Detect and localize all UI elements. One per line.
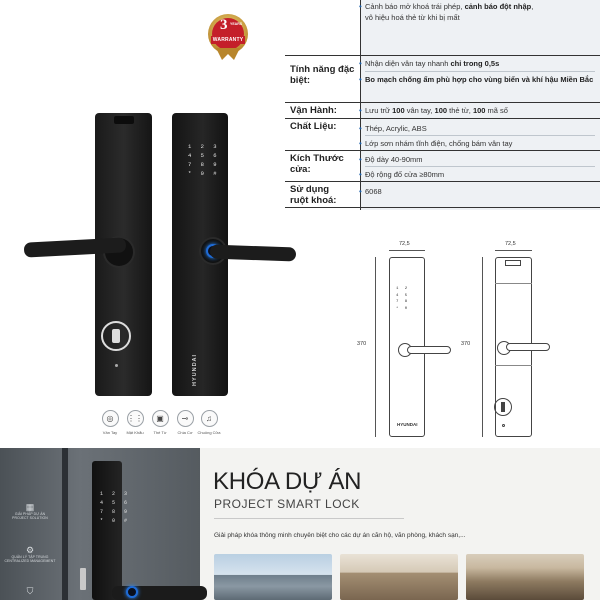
feature-card: [147, 410, 173, 435]
key-icon: ⊸: [177, 410, 194, 427]
banner-description: Giải pháp khóa thông minh chuyên biệt cho các dự án căn hộ, văn phòng, khách sạn,...: [214, 532, 466, 539]
thumb-turn-icon: [101, 321, 131, 351]
drawing-height-back: 370: [461, 341, 471, 347]
spec-table: [285, 0, 600, 210]
banner-divider: [214, 518, 404, 519]
building-icon: ▦: [25, 502, 35, 512]
feature-label: Vân Tay: [102, 430, 118, 435]
lock-brand: HYUNDAI: [192, 353, 198, 386]
spec-material-value-1: • Thép, Acrylic, ABS: [365, 123, 595, 134]
warranty-years-unit: YEARS: [230, 22, 243, 26]
spec-operation-key: Vận Hành:: [290, 105, 337, 116]
lock-outer-handle: [210, 245, 296, 262]
feature-label: Chuông Cửa: [197, 430, 221, 435]
bell-icon: ♫: [201, 410, 218, 427]
spec-cylinder-key: Sử dụng ruột khoá:: [290, 184, 337, 206]
lock-inner-slot: [114, 116, 134, 124]
spec-material-key: Chất Liệu:: [290, 121, 337, 132]
lock-inner-keyhole: [115, 364, 118, 367]
banner-thumb-buildings[interactable]: [214, 554, 332, 600]
product-page: 3 YEARS WARRANTY • Cảnh báo mở khoá trái phép, cảnh báo đột nhập, vô hiệu hoá thẻ từ khi bị mất Tính năng đặc biệt: • Nhận diện vân tay nhanh chỉ trong 0,5s • Bo mạch chống ẩm phù hợp cho vùng biển và khí hậu Miền Bắc Vận Hành: • Lưu trữ 100 vân tay, 100 thẻ từ, 100 mã số Chất Liệu: • Thép, Acrylic, ABS • Lớp sơn nhám tĩnh điện, chống bám vân tay Kích Thước cửa: • Độ dày 40-90mm • Độ rộng đố cửa ≥80mm Sử dụng ruột khoá: • 6068 1 2 3 4 5 6 7 8 9 * 0 # HYUNDAI ◎ Vân Tay ⋮⋮ Mật Khẩu ▣ Thẻ Từ ⊸ Chìa Cơ ♫ Chuông Cửa 72,5 72,5 370 370 1 2 4 5 7 8 * 0 HYUNDAI 1 2 3 4 5 6 7 8 9 * 0 # ▦ GIẢI PHÁP DỰ ÁN PROJECT SOLUTION ⚙ QUẢN LÝ TẬP TRUNG CENTRALIZED MANAGEMENT ⛉ KHÓA DỰ ÁN PROJECT SMART LOCK Giải pháp khóa thông minh chuyên biệt cho các dự án căn hộ, văn phòng, khách sạn,...: [0, 0, 600, 600]
banner-title: KHÓA DỰ ÁN: [213, 468, 362, 495]
card-icon: ▣: [152, 410, 169, 427]
spec-door-size-value-2: • Độ rộng đố cửa ≥80mm: [365, 169, 595, 180]
spec-door-size-value-1: • Độ dày 40-90mm: [365, 154, 595, 165]
spec-cylinder-value: • 6068: [365, 186, 595, 197]
banner-menu-management[interactable]: ⚙ QUẢN LÝ TẬP TRUNG CENTRALIZED MANAGEMENT: [4, 545, 56, 563]
banner-lock: [92, 461, 122, 600]
gear-icon: ⚙: [25, 545, 35, 555]
keypad-icon: ⋮⋮: [127, 410, 144, 427]
banner-thumb-hotel[interactable]: [466, 554, 584, 600]
banner-lock-keypad: 1 2 3 4 5 6 7 8 9 * 0 #: [100, 491, 131, 524]
banner-menu-security[interactable]: [4, 586, 56, 596]
spec-material-value-2: • Lớp sơn nhám tĩnh điện, chống bám vân tay: [365, 138, 595, 149]
drawing-height-front: 370: [357, 341, 367, 347]
warranty-years: 3: [220, 17, 228, 33]
spec-operation-value: • Lưu trữ 100 vân tay, 100 thẻ từ, 100 mã số: [365, 105, 595, 116]
feature-label: Thẻ Từ: [153, 430, 167, 435]
drawing-width-front: 72,5: [399, 241, 410, 247]
feature-doorbell: [196, 410, 222, 435]
feature-password: [122, 410, 148, 435]
banner-menu-project[interactable]: ▦ GIẢI PHÁP DỰ ÁN PROJECT SOLUTION: [4, 502, 56, 520]
spec-alert-value: • Cảnh báo mở khoá trái phép, cảnh báo đột nhập, vô hiệu hoá thẻ từ khi bị mất: [365, 1, 595, 23]
warranty-label: WARRANTY: [212, 37, 244, 43]
drawing-brand: HYUNDAI: [397, 422, 418, 427]
banner-thumb-office[interactable]: [340, 554, 458, 600]
feature-label: Mật Khẩu: [126, 430, 144, 435]
banner-fingerprint-icon: [126, 586, 138, 598]
spec-features-value-2: • Bo mạch chống ẩm phù hợp cho vùng biển và khí hậu Miền Bắc: [365, 74, 595, 85]
spec-features-key: Tính năng đặc biệt:: [290, 64, 355, 86]
lock-keypad: 1 2 3 4 5 6 7 8 9 * 0 #: [188, 143, 220, 177]
feature-key: [172, 410, 198, 435]
feature-label: Chìa Cơ: [177, 430, 193, 435]
spec-features-value-1: • Nhận diện vân tay nhanh chỉ trong 0,5s: [365, 58, 595, 69]
drawing-width-back: 72,5: [505, 241, 516, 247]
shield-icon: ⛉: [26, 586, 34, 596]
feature-fingerprint: [97, 410, 123, 435]
banner-latch: [80, 568, 86, 590]
fingerprint-icon: ◎: [102, 410, 119, 427]
spec-door-size-key: Kích Thước cửa:: [290, 153, 344, 175]
banner-subtitle: PROJECT SMART LOCK: [214, 497, 360, 511]
